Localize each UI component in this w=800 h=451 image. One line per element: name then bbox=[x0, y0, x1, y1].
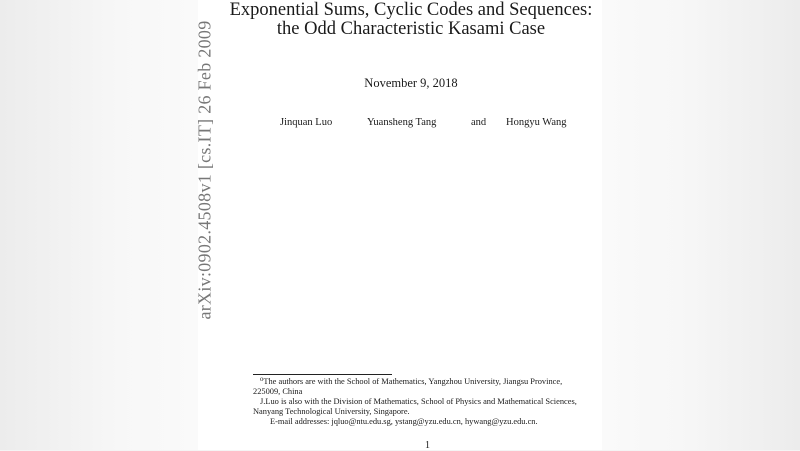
paper-page bbox=[198, 0, 602, 450]
paper-title-line-2: the Odd Characteristic Kasami Case bbox=[276, 19, 546, 39]
footnote-rule bbox=[253, 374, 392, 375]
footnote-line: J.Luo is also with the Division of Mathematics, School of Physics and Mathematical Sciences, bbox=[260, 397, 577, 406]
arxiv-stamp: arXiv:0902.4508v1 [cs.IT] 26 Feb 2009 bbox=[194, 20, 215, 320]
paper-title-line-1: Exponential Sums, Cyclic Codes and Sequences: bbox=[229, 0, 593, 20]
footnote-line: E-mail addresses: jqluo@ntu.edu.sg, ystang@yzu.edu.cn, hywang@yzu.edu.cn. bbox=[270, 417, 538, 426]
footnote-line: ⁰The authors are with the School of Mathematics, Yangzhou University, Jiangsu Province, bbox=[260, 377, 563, 386]
author-tang: Yuansheng Tang bbox=[367, 117, 437, 128]
footnote-line: 225009, China bbox=[253, 387, 303, 396]
author-luo: Jinquan Luo bbox=[280, 117, 333, 128]
paper-date: November 9, 2018 bbox=[364, 76, 458, 90]
background-left bbox=[0, 0, 198, 450]
footnote-line: Nanyang Technological University, Singapore. bbox=[253, 407, 410, 416]
author-wang: Hongyu Wang bbox=[506, 117, 567, 128]
author-conjunction: and bbox=[471, 117, 487, 128]
page-number: 1 bbox=[425, 440, 430, 451]
background-right bbox=[600, 0, 800, 450]
